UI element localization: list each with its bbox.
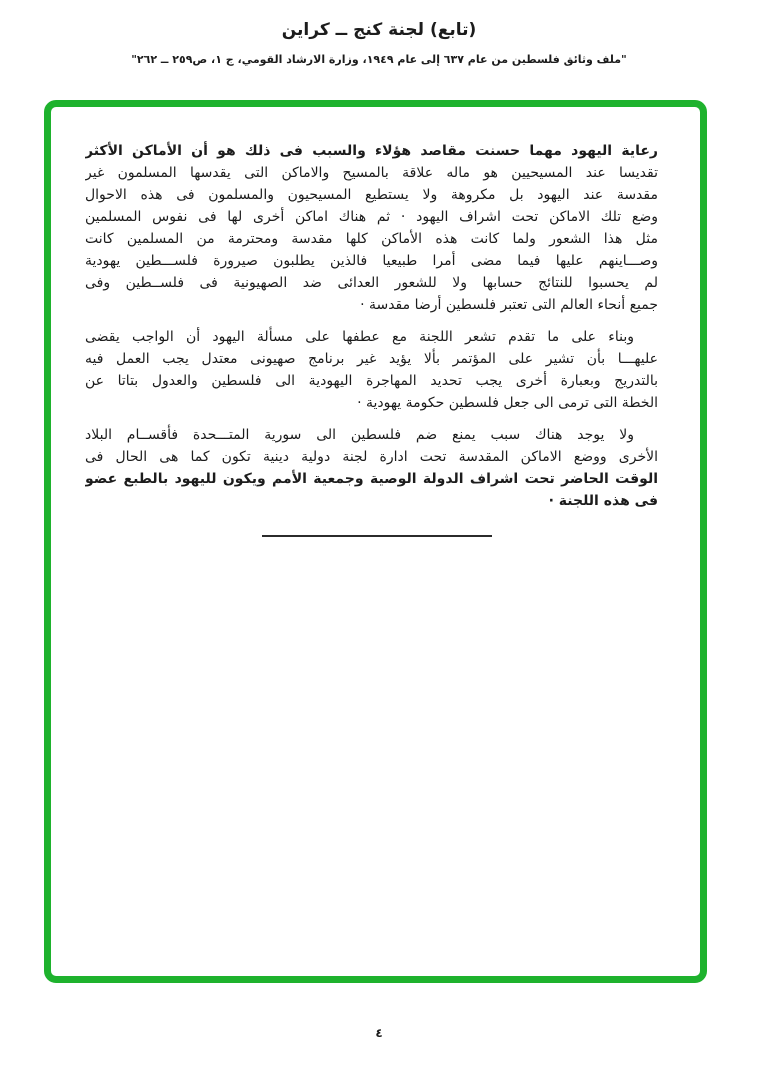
paragraph	[85, 326, 658, 414]
text-line: الخطة التى ترمى الى جعل فلسطين حكومة يهودية ·	[357, 395, 658, 411]
green-border-frame	[44, 100, 707, 983]
text-line: رعاية اليهود مهما حسنت مقاصد هؤلاء والسبب فى ذلك هو أن الأماكن الأكثر	[85, 143, 658, 159]
text-line: فى هذه اللجنة ·	[548, 493, 658, 509]
text-line: عليهـــا بأن تشير على المؤتمر بألا يؤيد غير برنامج صهيونى معتدل يجب العمل فيه	[85, 351, 658, 367]
document-title: (تابع) لجنة كنج ــ كراين	[281, 20, 477, 40]
text-line: الأخرى ووضع الاماكن المقدسة تحت ادارة لجنة دولية دينية تكون كما هى الحال فى	[85, 449, 658, 465]
text-line: جميع أنحاء العالم التى تعتبر فلسطين أرضا مقدسة ·	[360, 297, 658, 313]
document-body	[85, 140, 658, 522]
page-number: ٤	[375, 1026, 383, 1040]
text-line: مقدسة عند اليهود بل مكروهة ولا يستطيع المسيحيون والمسلمون فى هذه الاحوال	[85, 187, 658, 203]
text-line: بالتدريج وبعبارة أخرى يجب تحديد المهاجرة اليهودية الى فلسطين والعدول بتاتا عن	[85, 373, 658, 389]
section-end-rule	[262, 535, 492, 537]
text-line: وضع تلك الاماكن تحت اشراف اليهود · ثم هناك اماكن أخرى لها فى نفوس المسلمين	[85, 209, 658, 225]
text-line: تقديسا عند المسيحيين هو ماله علاقة بالمسيح والاماكن التى يقدسها المسلمون غير	[85, 165, 658, 181]
text-line: وصـــاينهم عليها فيما مضى أمرا طبيعيا فالذين يطلبون صيرورة فلســـطين يهودية	[85, 253, 658, 269]
document-source-citation: "ملف وثائق فلسطين من عام ٦٣٧ إلى عام ١٩٤٩، وزارة الارشاد القومي، ج ١، ص٢٥٩ ــ ٢٦٢"	[131, 53, 627, 66]
text-line: ولا يوجد هناك سبب يمنع ضم فلسطين الى سورية المتـــحدة فأقســام البلاد	[85, 427, 634, 443]
text-line: الوقت الحاضر تحت اشراف الدولة الوصية وجمعية الأمم ويكون لليهود بالطبع عضو	[85, 471, 658, 487]
text-line: لم يحسبوا للنتائج حسابها ولا للشعور العدائى ضد الصهيونية فى فلســطين وفى	[85, 275, 658, 291]
text-line: وبناء على ما تقدم تشعر اللجنة مع عطفها على مسألة اليهود أن الواجب يقضى	[85, 329, 634, 345]
paragraph	[85, 140, 658, 316]
text-line: مثل هذا الشعور ولما كانت هذه الأماكن كلها مقدسة ومحترمة من المسلمين كانت	[85, 231, 658, 247]
paragraph	[85, 424, 658, 512]
